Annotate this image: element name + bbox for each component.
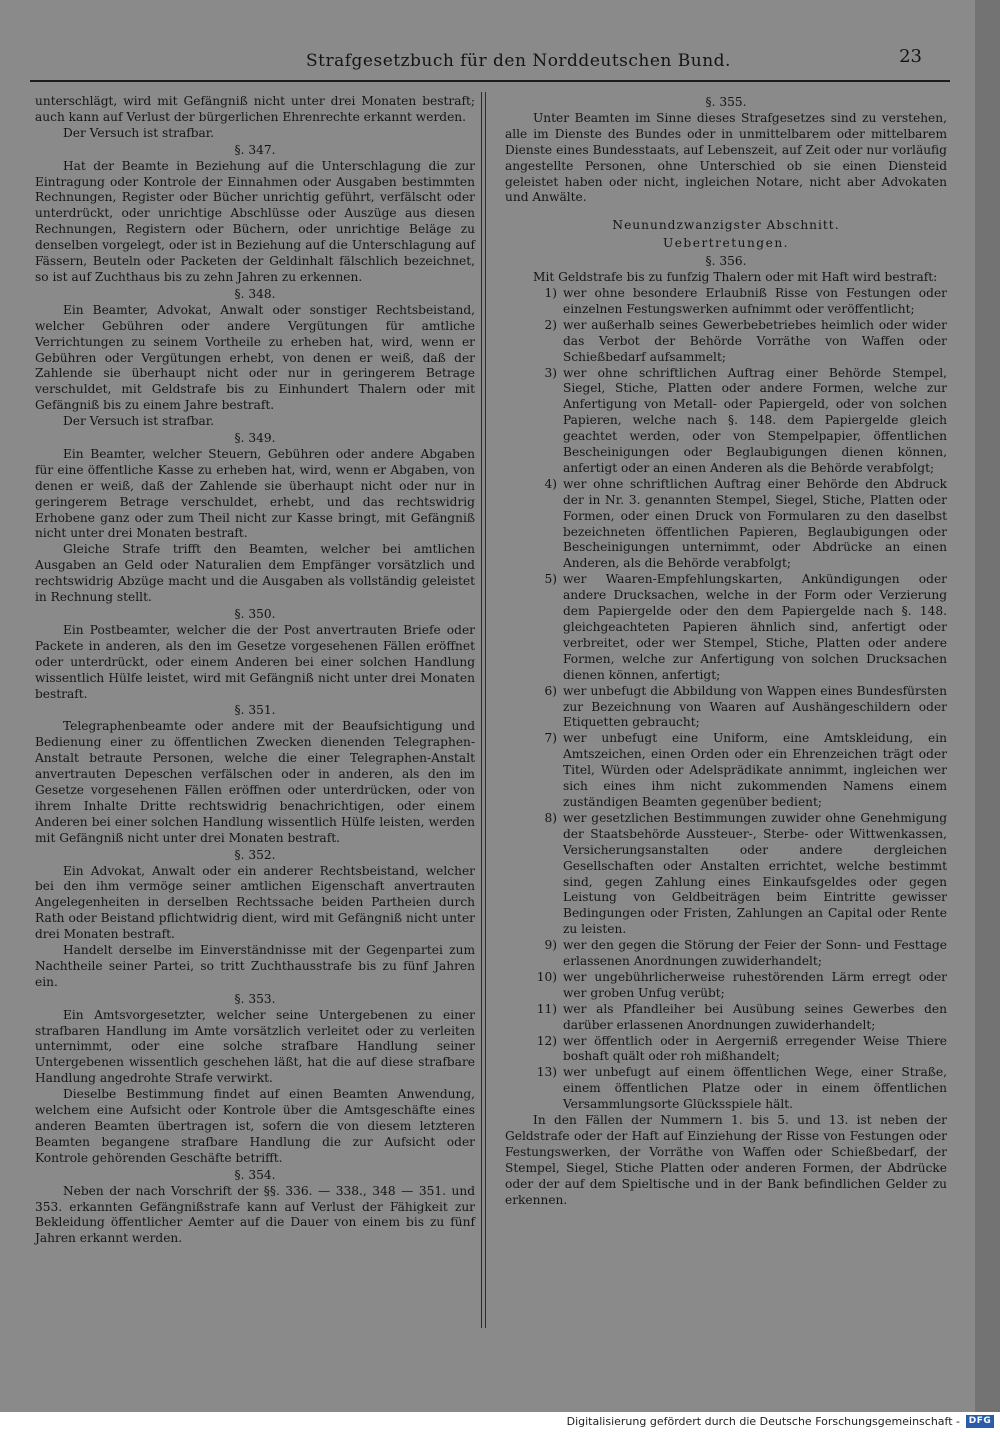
list-item-number: 12)	[536, 1033, 557, 1048]
chapter-title: Neunundzwanzigster Abschnitt.	[612, 218, 840, 233]
section-heading: §. 350.	[234, 607, 276, 621]
list-item-number: 13)	[536, 1065, 557, 1080]
list-item-text: wer Waaren-Empfehlungskarten, Ankündigungen oder andere Drucksachen, welche in der Form oder Verzierung dem Papiergelde oder den dem Papiergelde nach §. 148. gleichgeachteten Papieren ähnlich sind, anfertigt oder verbreitet, oder wer Stempel, Stiche, Platten oder andere Formen, welche zur Anfertigung von solchen Drucksachen dienen können, anfertigt;	[563, 572, 947, 682]
list-item	[505, 1002, 947, 1034]
paragraph: Gleiche Strafe trifft den Beamten, welcher bei amtlichen Ausgaben an Geld oder Naturalien dem Empfänger vorsätzlich und rechtswidrig Abzüge macht und die Ausgaben als vollständig geleistet in Rechnung stellt.	[35, 542, 475, 605]
list-item-text: wer ohne schriftlichen Auftrag einer Behörde Stempel, Siegel, Stiche, Platten oder andere Formen, welche zur Anfertigung von Metall- oder Papiergeld, oder von solchen Papieren, welche nach §. 148. dem Papiergelde gleich geachtet werden, oder von Stempelpapier, öffentlichen Bescheinigungen oder Beglaubigungen dienen können, anfertigt oder an einen Anderen als die Behörde verabfolgt;	[563, 365, 947, 475]
section-heading: §. 347.	[234, 142, 276, 157]
section-heading: §. 351.	[234, 703, 276, 718]
dfg-logo-icon[interactable]: DFG	[966, 1415, 994, 1428]
list-item-number: 11)	[536, 1001, 557, 1016]
list-item-number: 3)	[544, 365, 557, 380]
list-item-number: 7)	[544, 731, 557, 746]
paragraph: Ein Beamter, welcher Steuern, Gebühren oder andere Abgaben für eine öffentliche Kasse zu erheben hat, wird, wenn er Abgaben, von denen er weiß, daß der Zahlende sie überhaupt nicht oder nur in geringerem Betrage verschuldet, erhebt, und das rechtswidrig Erhobene ganz oder zum Theil nicht zur Kasse bringt, mit Gefängniß nicht unter drei Monaten bestraft.	[35, 446, 475, 541]
section-heading: §. 349.	[234, 431, 276, 446]
list-item	[505, 1034, 947, 1066]
paragraph: Unter Beamten im Sinne dieses Strafgesetzes sind zu verstehen, alle im Dienste des Bundes oder in unmittelbarem oder mittelbarem Dienste eines Bundesstaats, auf Lebenszeit, auf Zeit oder nur vorläufig angestellte Personen, ohne Unterschied ob sie einen Diensteid geleistet haben oder nicht, ingleichen Notare, nicht aber Advokaten und Anwälte.	[505, 110, 947, 205]
list-item-text: wer unbefugt die Abbildung von Wappen eines Bundesfürsten zur Bezeichnung von Waaren auf Aushängeschildern oder Etiquetten gebraucht;	[563, 683, 947, 730]
list-item	[505, 938, 947, 970]
running-title: Strafgesetzbuch für den Norddeutschen Bund.	[306, 51, 731, 71]
list-item-text: wer unbefugt eine Uniform, eine Amtskleidung, ein Amtszeichen, einen Orden oder ein Ehrenzeichen trägt oder Titel, Würden oder Adelsprädikate annimmt, ingleichen wer sich eines ihm nicht zukommenden Namens einem zuständigen Beamten gegenüber bedient;	[563, 731, 947, 809]
list-item-number: 1)	[544, 285, 557, 300]
list-item-number: 8)	[544, 810, 557, 825]
list-item	[505, 366, 947, 477]
list-item-text: wer den gegen die Störung der Feier der Sonn- und Festtage erlassenen Anordnungen zuwiderhandelt;	[563, 938, 947, 969]
list-item	[505, 1065, 947, 1113]
list-item	[505, 811, 947, 938]
list-item-text: wer ohne besondere Erlaubniß Risse von Festungen oder einzelnen Festungswerken aufnimmt oder veröffentlicht;	[563, 285, 947, 316]
page-number: 23	[899, 46, 922, 67]
paragraph: Neben der nach Vorschrift der §§. 336. — 338., 348 — 351. und 353. erkannten Gefängnißstrafe kann auf Verlust der Fähigkeit zur Bekleidung öffentlicher Aemter auf die Dauer von einem bis zu fünf Jahren erkannt werden.	[35, 1183, 475, 1246]
paragraph: Der Versuch ist strafbar.	[63, 125, 215, 140]
list-item	[505, 731, 947, 811]
right-column	[505, 94, 947, 1209]
paragraph: unterschlägt, wird mit Gefängniß nicht unter drei Monaten bestraft; auch kann auf Verlust der bürgerlichen Ehrenrechte erkannt werden.	[35, 94, 475, 124]
section-heading: §. 352.	[234, 847, 276, 862]
list-item-text: wer öffentlich oder in Aergerniß erregender Weise Thiere boshaft quält oder roh mißhandelt;	[563, 1033, 947, 1064]
paragraph: Hat der Beamte in Beziehung auf die Unterschlagung die zur Eintragung oder Kontrole der Einnahmen oder Ausgaben bestimmten Rechnungen, Register oder Bücher unrichtig geführt, verfälscht oder unterdrückt, oder unrichtige Abschlüsse oder Auszüge aus diesen Rechnungen, Registern oder Büchern, oder unrichtige Beläge zu denselben vorgelegt, oder ist in Beziehung auf die Unterschlagung auf Fässern, Beuteln oder Packeten der Geldinhalt fälschlich bezeichnet, so ist auf Zuchthaus bis zu zehn Jahren zu erkennen.	[35, 158, 475, 284]
paragraph: Ein Amtsvorgesetzter, welcher seine Untergebenen zu einer strafbaren Handlung im Amte vorsätzlich verleitet oder zu verleiten unternimmt, oder eine solche strafbare Handlung seiner Untergebenen wissentlich geschehen läßt, hat die auf diese strafbare Handlung angedrohte Strafe verwirkt.	[35, 1007, 475, 1086]
paragraph: Ein Beamter, Advokat, Anwalt oder sonstiger Rechtsbeistand, welcher Gebühren oder andere Vergütungen für amtliche Verrichtungen zu seinem Vortheile zu erheben hat, wird, wenn er Gebühren oder Vergütungen erhebt, von denen er weiß, daß der Zahlende sie überhaupt nicht oder nur in geringerem Betrage verschuldet, mit Geldstrafe bis zu Einhundert Thalern oder mit Gefängniß bis zu einem Jahre bestraft.	[35, 302, 475, 413]
chapter-subtitle: Uebertretungen.	[662, 236, 790, 251]
list-item-number: 6)	[544, 683, 557, 698]
paragraph: Handelt derselbe im Einverständnisse mit der Gegenpartei zum Nachtheile seiner Partei, so tritt Zuchthausstrafe bis zu fünf Jahren ein.	[35, 943, 475, 989]
page-edge	[975, 0, 1000, 1412]
paragraph: Ein Advokat, Anwalt oder ein anderer Rechtsbeistand, welcher bei den ihm vermöge seiner amtlichen Eigenschaft anvertrauten Angelegenheiten in derselben Rechtssache beiden Partheien durch Rath oder Beistand pflichtwidrig dient, wird mit Gefängniß nicht unter drei Monaten bestraft.	[35, 863, 475, 942]
footer	[0, 1412, 1000, 1432]
paragraph: Telegraphenbeamte oder andere mit der Beaufsichtigung und Bedienung einer zu öffentlichen Zwecken dienenden Telegraphen-Anstalt betraute Personen, welche die einer Telegraphen-Anstalt anvertrauten Depeschen verfälschen oder in anderen, als den im Gesetze vorgesehenen Fällen eröffnen oder unterdrücken, oder von ihrem Inhalte Dritte rechtswidrig benachrichtigen, oder einem Anderen bei einer solchen Handlung wissentlich Hülfe leisten, werden mit Gefängniß nicht unter drei Monaten bestraft.	[35, 719, 475, 845]
list-item-number: 4)	[544, 476, 557, 491]
page-header	[30, 40, 950, 82]
list-item-text: wer unbefugt auf einem öffentlichen Wege, einer Straße, einem öffentlichen Platze oder in einem öffentlichen Versammlungsorte Glücksspiele hält.	[563, 1065, 947, 1112]
section-heading: §. 353.	[234, 991, 276, 1006]
list-item-number: 9)	[544, 938, 557, 953]
footer-credit: Digitalisierung gefördert durch die Deutsche Forschungsgemeinschaft -	[566, 1415, 960, 1428]
list-item	[505, 970, 947, 1002]
left-column	[35, 94, 475, 1247]
section-heading: §. 354.	[234, 1167, 276, 1182]
list-item	[505, 684, 947, 732]
list-item	[505, 572, 947, 683]
list-item-number: 10)	[536, 969, 557, 984]
list-item-text: wer ungebührlicherweise ruhestörenden Lärm erregt oder wer groben Unfug verübt;	[563, 969, 947, 1000]
list-item-number: 5)	[544, 572, 557, 587]
paragraph: Dieselbe Bestimmung findet auf einen Beamten Anwendung, welchem eine Aufsicht oder Kontrole über die Amtsgeschäfte eines anderen Beamten übertragen ist, sofern die von diesem letzteren Beamten begangene strafbare Handlung die zur Aufsicht oder Kontrole gehörenden Geschäfte betrifft.	[35, 1087, 475, 1165]
list-item-text: wer außerhalb seines Gewerbebetriebes heimlich oder wider das Verbot der Behörde Vorräthe von Waffen oder Schießbedarf aufsammelt;	[563, 317, 947, 364]
section-heading: §. 355.	[705, 95, 747, 109]
paragraph: Mit Geldstrafe bis zu funfzig Thalern oder mit Haft wird bestraft:	[533, 270, 938, 285]
paragraph: Der Versuch ist strafbar.	[63, 414, 215, 429]
list-item	[505, 286, 947, 318]
list-item-text: wer ohne schriftlichen Auftrag einer Behörde den Abdruck der in Nr. 3. genannten Stempel, Siegel, Stiche, Platten oder Formen, oder einen Druck von Formularen zu den daselbst bezeichneten öffentlichen Papieren, Beglaubigungen oder Bescheinigungen unternimmt, oder Abdrücke an einen Anderen, als die Behörde verabfolgt;	[563, 476, 947, 571]
column-divider-double	[485, 92, 486, 1328]
list-item-text: wer gesetzlichen Bestimmungen zuwider ohne Genehmigung der Staatsbehörde Aussteuer-, Sterbe- oder Wittwenkassen, Versicherungsanstalten oder andere dergleichen Gesellschaften oder Anstalten errichtet, welche bestimmt sind, gegen Zahlung eines Einkaufsgeldes oder gegen Leistung von Geldbeiträgen beim Eintritte gewisser Bedingungen oder Fristen, Zahlungen an Capital oder Rente zu leisten.	[563, 810, 947, 937]
list-item-text: wer als Pfandleiher bei Ausübung seines Gewerbes den darüber erlassenen Anordnungen zuwiderhandelt;	[563, 1001, 947, 1032]
paragraph: Ein Postbeamter, welcher die der Post anvertrauten Briefe oder Packete in anderen, als den im Gesetze vorgesehenen Fällen eröffnet oder unterdrückt, oder einem Anderen bei einer solchen Handlung wissentlich Hülfe leistet, wird mit Gefängniß nicht unter drei Monaten bestraft.	[35, 622, 475, 701]
list-item	[505, 477, 947, 572]
list-item-number: 2)	[544, 317, 557, 332]
column-divider	[481, 92, 482, 1328]
paragraph: In den Fällen der Nummern 1. bis 5. und 13. ist neben der Geldstrafe oder der Haft auf Einziehung der Risse von Festungen oder Festungswerken, der Vorräthe von Waffen oder Schießbedarf, der Stempel, Siegel, Stiche Platten oder anderen Formen, der Abdrücke oder der auf dem Spieltische und in der Bank befindlichen Gelder zu erkennen.	[505, 1113, 947, 1207]
section-heading: §. 348.	[234, 286, 276, 301]
list-item	[505, 318, 947, 366]
section-heading: §. 356.	[705, 254, 747, 269]
